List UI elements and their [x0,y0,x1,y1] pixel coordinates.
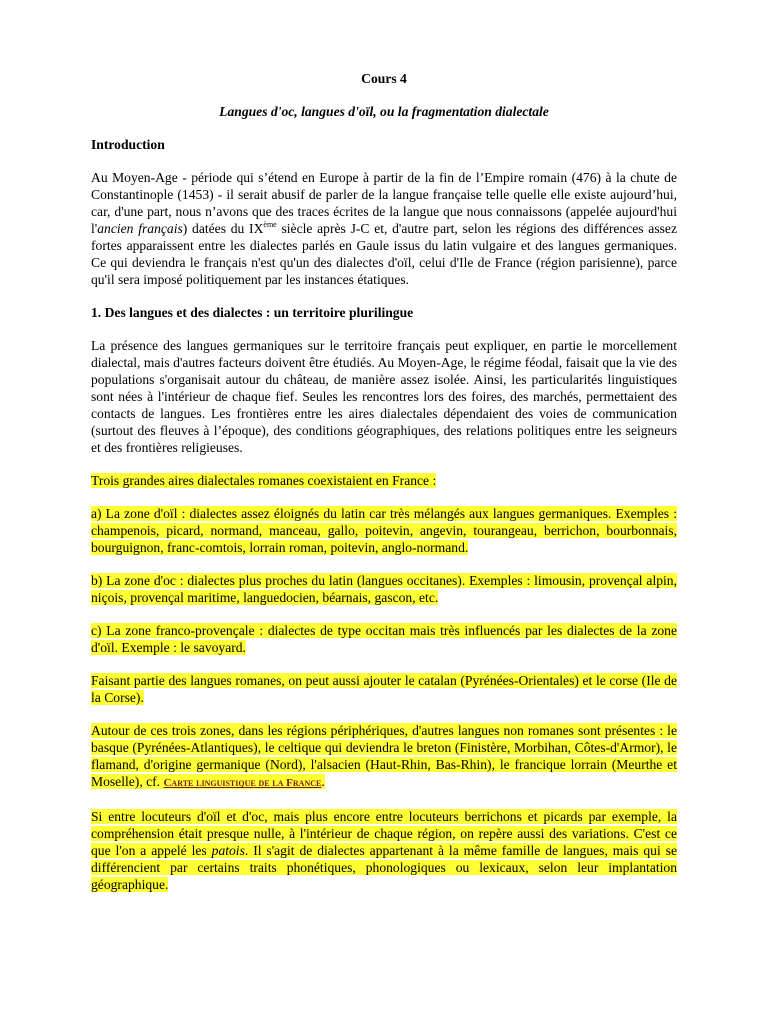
highlight-text: c) La zone franco-provençale : dialectes de type occitan mais très influencés par les dialectes de la zone d'oïl. Exemple : le savoyard. [91,623,677,655]
highlight-text: Faisant partie des langues romanes, on peut aussi ajouter le catalan (Pyrénées-Orientales) et le corse (Ile de la Corse). [91,673,677,705]
document-subtitle: Langues d'oc, langues d'oïl, ou la fragmentation dialectale [219,104,549,119]
introduction-heading: Introduction [91,137,165,152]
highlight-text: b) La zone d'oc : dialectes plus proches du latin (langues occitanes). Exemples : limousin, provençal alpin, niçois, provençal maritime, languedocien, béarnais, gascon, etc. [91,573,677,605]
non-romance-text-end: . [321,774,325,789]
intro-text-part1: Au Moyen-Age - période qui s’étend en Europe à partir de la fin de l’Empire romain (476) à la chute de Constantinople (1453) - il serait abusif de parler de la langue française telle quelle elle existe aujourd’hui, car, d'une part, nous n’avons que des traces écrites de la langue que nous connaissons (appelée aujourd'hui l' [91,170,677,236]
highlight-text [91,809,677,892]
highlight-text: Trois grandes aires dialectales romanes coexistaient en France : [91,473,437,488]
section1-heading: 1. Des langues et des dialectes : un territoire plurilingue [91,305,414,320]
intro-italic-term: ancien français [97,221,183,236]
patois-italic-term: patois [211,843,245,858]
highlight-text [91,723,677,789]
document-body [91,70,677,893]
non-romance-languages-paragraph [91,722,677,792]
dialect-areas-intro [91,472,677,489]
catalan-corse-paragraph [91,672,677,706]
zone-oc-paragraph [91,572,677,606]
section1-paragraph: La présence des langues germaniques sur le territoire français peut expliquer, en partie le morcellement dialectal, mais d'autres facteurs doivent être étudiés. Au Moyen-Age, le régime féodal, faisait que la vie des populations s'organisait autour du château, de manière assez isolée. Ainsi, les particularités linguistiques sont nées à l'intérieur de chaque fief. Seules les rencontres lors des foires, des marchés, permettaient des contacts de langues. Les frontières entre les aires dialectales dépendaient des voies de communication (surtout des fleuves à l’époque), des conditions géographiques, des relations politiques entre les seigneurs et des frontières religieuses. [91,338,677,455]
zone-oil-paragraph [91,505,677,556]
intro-text-part2: ) datées du IX [182,221,264,236]
patois-text-part1: Si entre locuteurs d'oïl et d'oc, mais plus encore entre locuteurs berrichons et picards par exemple, la compréhension était presque nulle, à l'intérieur de chaque région, on repère aussi des variations. C'est ce que l'on a appelé les [91,809,677,858]
linguistic-map-link[interactable]: Carte linguistique de la France [163,777,322,789]
intro-superscript: ème [263,220,277,229]
introduction-paragraph [91,169,677,288]
non-romance-text: Autour de ces trois zones, dans les régions périphériques, d'autres langues non romanes sont présentes : le basque (Pyrénées-Atlantiques), le celtique qui deviendra le breton (Finistère, Morbihan, Côtes-d'Armor), le flamand, d'origine germanique (Nord), l'alsacien (Haut-Rhin, Bas-Rhin), le francique lorrain (Meurthe et Moselle), cf. [91,723,677,789]
zone-franco-provencale-paragraph [91,622,677,656]
intro-text-part3: siècle après J-C et, d'autre part, selon les régions des différences assez fortes apparaissent entre les dialectes parlés en Gaule issus du latin vulgaire et des langues germaniques. Ce qui deviendra le français n'est qu'un des dialectes d'oïl, celui d'Ile de France (région parisienne), parce qu'il sera imposé politiquement par les instances étatiques. [91,221,677,287]
patois-text-part2: . Il s'agit de dialectes appartenant à la même famille de langues, mais qui se différencient par certains traits phonétiques, phonologiques ou lexicaux, selon leur implantation géographique. [91,843,677,892]
document-title: Cours 4 [361,71,407,86]
patois-paragraph [91,808,677,893]
highlight-text: a) La zone d'oïl : dialectes assez éloignés du latin car très mélangés aux langues germaniques. Exemples : champenois, picard, normand, manceau, gallo, poitevin, angevin, tourangeau, berrichon, bourbonnais, bourguignon, franc-comtois, lorrain roman, poitevin, anglo-normand. [91,506,677,555]
